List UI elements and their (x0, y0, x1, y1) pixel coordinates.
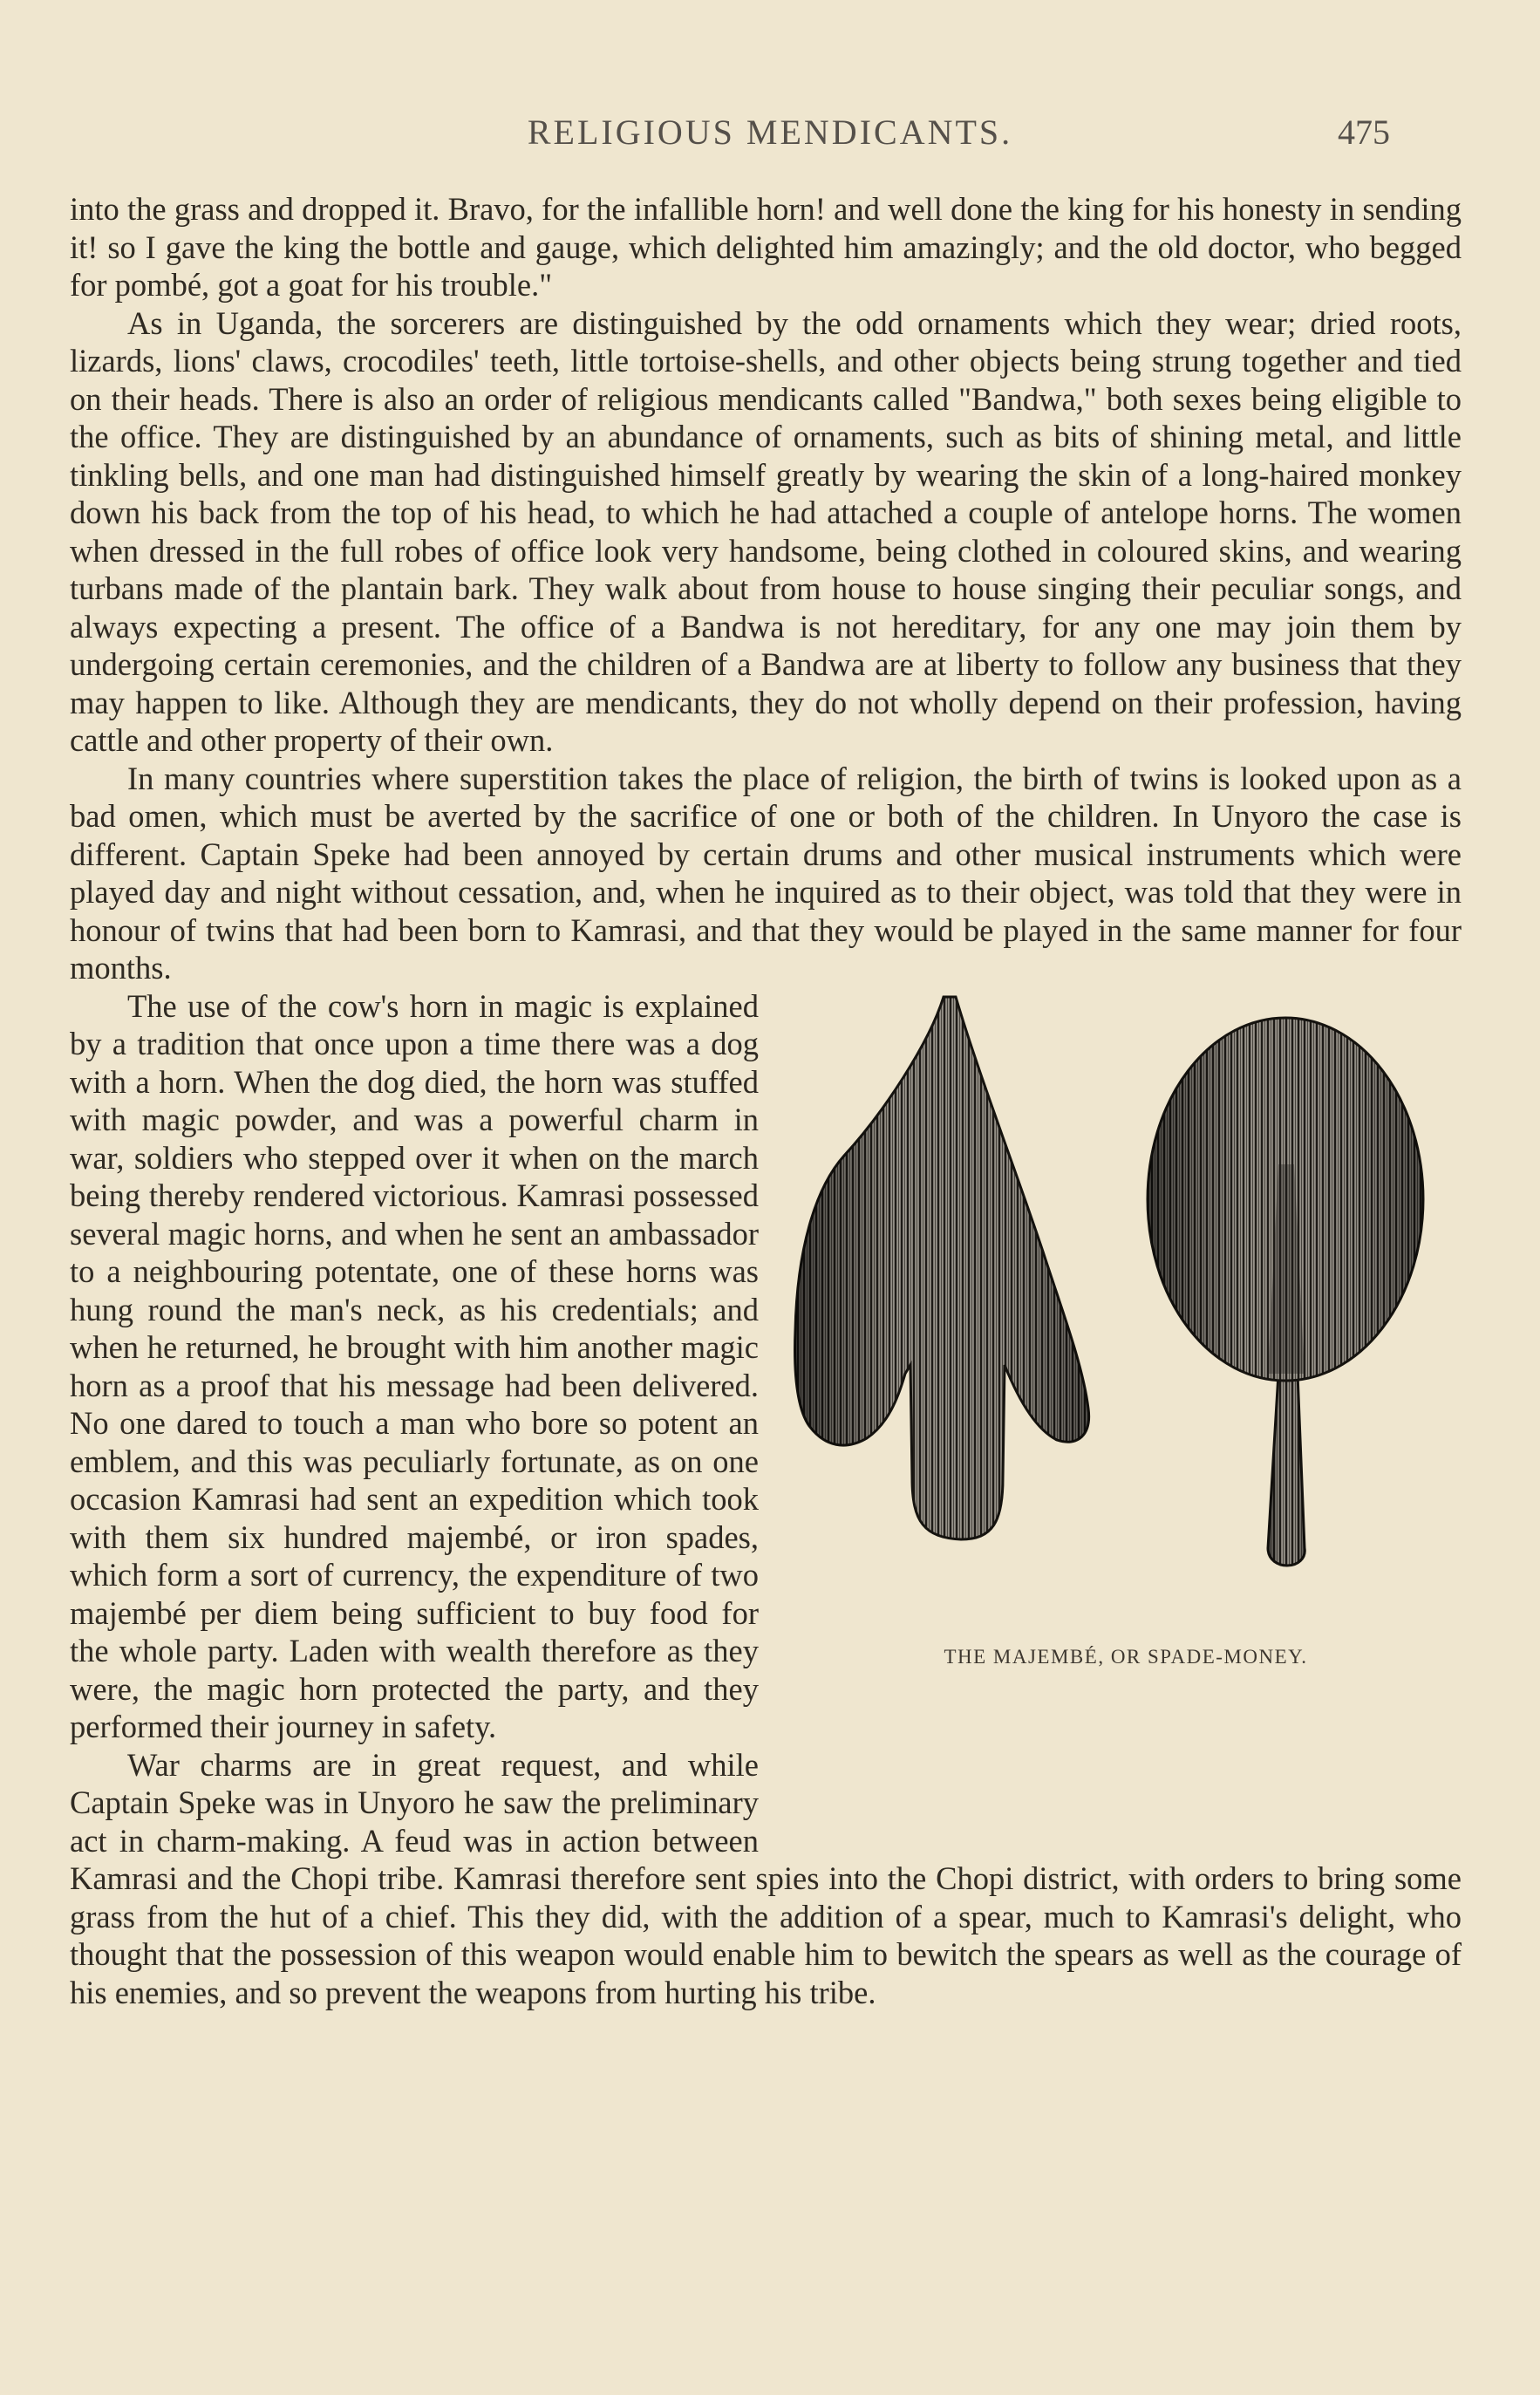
spade-money-figure (790, 990, 1462, 1836)
oval-spade-drawing (1148, 1018, 1423, 1566)
figure-caption: THE MAJEMBÉ, OR SPADE-MONEY. (944, 1645, 1308, 1668)
page-number: 475 (1338, 113, 1390, 152)
spade-money-illustration (790, 990, 1462, 1653)
arrow-spade-drawing (795, 997, 1089, 1539)
paragraph-continuation: into the grass and dropped it. Bravo, for the infallible horn! and well done the king for his honesty in sending it! so I gave the king the bottle and gauge, which delighted him amazingly; and the old doctor, who begged for pombé, got a goat for his trouble." (70, 191, 1462, 303)
paragraph-cow-horn: The use of the cow's horn in magic is explained by a tradition that once upon a time there was a dog with a horn. When the dog died, the horn was stuffed with magic powder, and was a powerful charm in war, soldiers who stepped over it when on the march being thereby rendered victorious. Kamrasi possessed several magic horns, and when he sent an ambassador to a neighbouring potentate, one of these horns was hung round the man's neck, as his credentials; and when he returned, he brought with him another magic horn as a proof that his message had been delivered. No one dared to touch a man who bore so potent an emblem, and this was peculiarly fortunate, as on one occasion Kamrasi had sent an expedition which took with them six hundred majembé, or iron spades, which form a sort of currency, the expenditure of two majembé per diem being sufficient to buy food for the whole party. Laden with wealth therefore as they were, the magic horn protected the party, and they performed their journey in safety. (70, 987, 759, 1744)
paragraph-sorcerers: As in Uganda, the sorcerers are distinguished by the odd ornaments which they wear; dried roots, lizards, lions' claws, crocodiles' teeth, little tortoise-shells, and other objects being strung together and tied on their heads. There is also an order of religious mendicants called "Bandwa," both sexes being eligible to the office. They are distinguished by an abundance of ornaments, such as bits of shining metal, and little tinkling bells, and one man had distinguished himself greatly by wearing the skin of a long-haired monkey down his back from the top of his head, to which he had attached a couple of antelope horns. The women when dressed in the full robes of office look very handsome, being clothed in coloured skins, and wearing turbans made of the plantain bark. They walk about from house to house singing their peculiar songs, and always expecting a present. The office of a Bandwa is not hereditary, for any one may join them by undergoing certain ceremonies, and the children of a Bandwa are at liberty to follow any business that they may happen to like. Although they are mendicants, they do not wholly depend on their profession, having cattle and other property of their own. (70, 304, 1462, 758)
paragraph-war-charms: War charms are in great request, and while Captain Speke was in Unyoro he saw the preliminary act in charm-making. A feud was in action between Kamrasi and the Chopi tribe. Kamrasi therefore sent spies into the Chopi district, with orders to bring some grass from the hut of a chief. This they did, with the addition of a spear, much to Kamrasi's delight, who thought that the possession of this weapon would enable him to bewitch the spears as well as the courage of his enemies, and so prevent the weapons from hurting his tribe. (70, 1746, 1462, 2010)
paragraph-twins: In many countries where superstition takes the place of religion, the birth of twins is looked upon as a bad omen, which must be averted by the sacrifice of one or both of the children. In Unyoro the case is different. Captain Speke had been annoyed by certain drums and other musical instruments which were played day and night without cessation, and, when he inquired as to their object, was told that they were in honour of twins that had been born to Kamrasi, and that they would be played in the same manner for four months. (70, 760, 1462, 986)
body-text (70, 190, 1462, 2011)
running-title: RELIGIOUS MENDICANTS. (527, 113, 1013, 152)
running-head (70, 112, 1470, 154)
